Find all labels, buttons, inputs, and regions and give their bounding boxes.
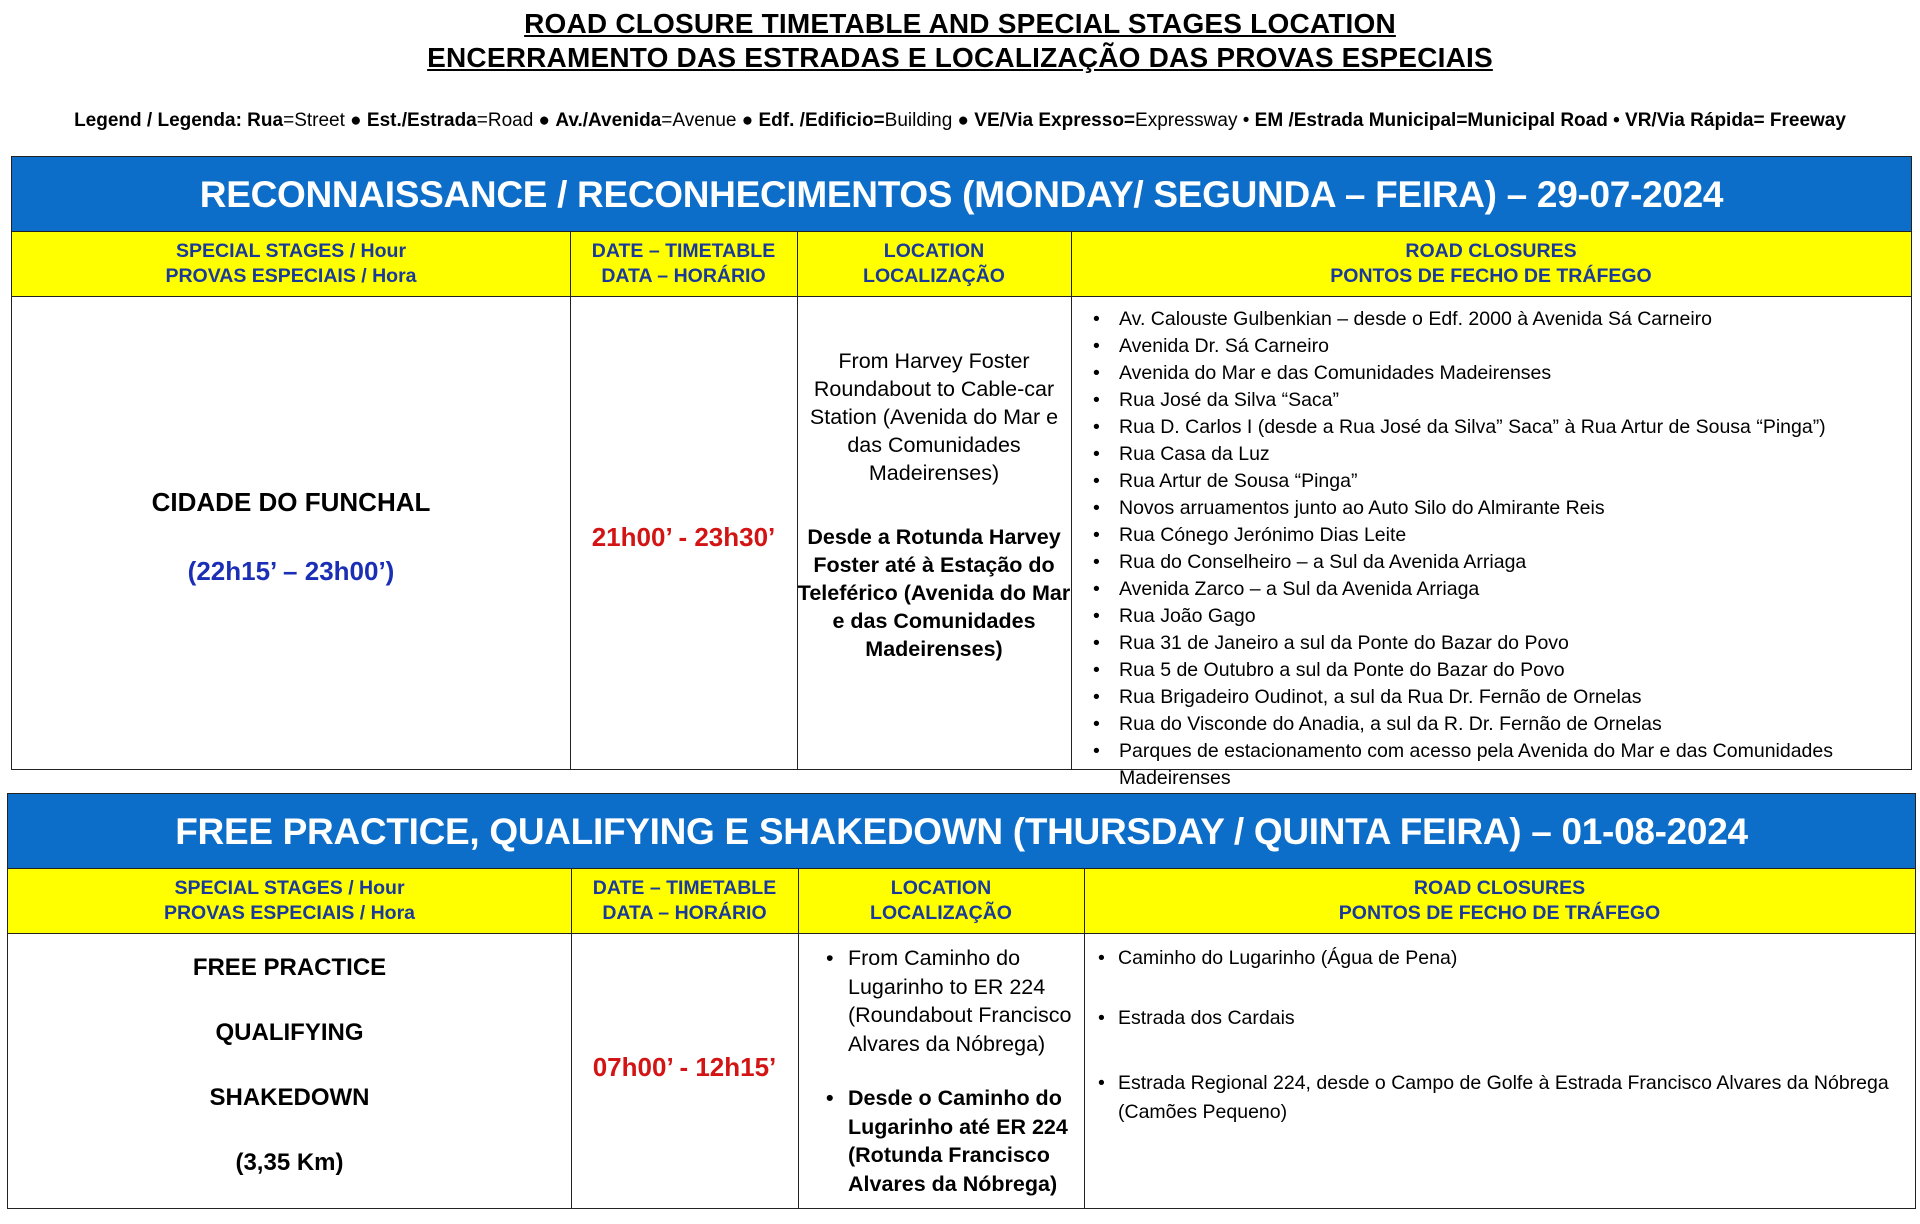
title-english: ROAD CLOSURE TIMETABLE AND SPECIAL STAGES LOCATION (524, 8, 1396, 39)
list-item: • Estrada Regional 224, desde o Campo de Golfe à Estrada Francisco Alvares da Nóbrega (Camões Pequeno) (1096, 1069, 1911, 1127)
header-location: LOCATION LOCALIZAÇÃO (870, 877, 1012, 924)
list-item: • Rua Cónego Jerónimo Dias Leite (1119, 522, 1911, 549)
location-portuguese: Desde a Rotunda Harvey Foster até à Estação do Teleférico (Avenida do Mar e das Comunidades Madeirenses) (797, 525, 1071, 661)
header-stages: SPECIAL STAGES / Hour PROVAS ESPECIAIS / Hora (163, 877, 416, 924)
location-list (826, 944, 1076, 1198)
location-cell (826, 944, 1076, 1206)
stage-cell (12, 297, 570, 767)
list-item: • Estrada dos Cardais (1096, 1004, 1911, 1033)
closures-list (1096, 944, 1911, 1127)
header-date: DATE – TIMETABLE DATA – HORÁRIO (591, 240, 776, 287)
location-english: From Harvey Foster Roundabout to Cable-car Station (Avenida do Mar e das Comunidades Madeirenses) (809, 349, 1059, 485)
column-header-row (12, 232, 1911, 297)
location-portuguese: • Desde o Caminho do Lugarinho até ER 224 (Rotunda Francisco Alvares da Nóbrega) (826, 1084, 1076, 1198)
list-item: • Parques de estacionamento com acesso pela Avenida do Mar e das Comunidades Madeirenses (1119, 738, 1911, 792)
list-item: • Rua D. Carlos I (desde a Rua José da Silva” Saca” à Rua Artur de Sousa “Pinga”) (1119, 414, 1911, 441)
section-band: FREE PRACTICE, QUALIFYING E SHAKEDOWN (THURSDAY / QUINTA FEIRA) – 01-08-2024 (8, 794, 1915, 869)
list-item: • Rua José da Silva “Saca” (1119, 387, 1911, 414)
list-item: • Rua Casa da Luz (1119, 441, 1911, 468)
list-item: • Avenida Zarco – a Sul da Avenida Arriaga (1119, 576, 1911, 603)
stage-qualifying: QUALIFYING (215, 1019, 364, 1046)
stage-distance: (3,35 Km) (235, 1149, 344, 1176)
closures-cell (1071, 306, 1911, 789)
closures-cell (1096, 944, 1911, 1206)
list-item: • Caminho do Lugarinho (Água de Pena) (1096, 944, 1911, 973)
stage-shakedown: SHAKEDOWN (209, 1084, 370, 1111)
location-cell (797, 297, 1071, 767)
list-item: • Rua do Conselheiro – a Sul da Avenida Arriaga (1119, 549, 1911, 576)
list-item: • Rua Brigadeiro Oudinot, a sul da Rua Dr. Fernão de Ornelas (1119, 684, 1911, 711)
header-date: DATE – TIMETABLE DATA – HORÁRIO (592, 877, 777, 924)
list-item: • Rua 5 de Outubro a sul da Ponte do Bazar do Povo (1119, 657, 1911, 684)
closures-list (1071, 306, 1911, 792)
stage-name: CIDADE DO FUNCHAL (151, 487, 431, 517)
list-item: • Rua 31 de Janeiro a sul da Ponte do Bazar do Povo (1119, 630, 1911, 657)
stage-cell (8, 934, 571, 1206)
reconnaissance-section (11, 156, 1912, 789)
timetable: 21h00’ - 23h30’ (591, 522, 776, 552)
list-item: • Rua João Gago (1119, 603, 1911, 630)
title-portuguese: ENCERRAMENTO DAS ESTRADAS E LOCALIZAÇÃO DAS PROVAS ESPECIAIS (427, 42, 1493, 73)
list-item: • Av. Calouste Gulbenkian – desde o Edf. 2000 à Avenida Sá Carneiro (1119, 306, 1911, 333)
free-practice-section (7, 793, 1916, 1209)
legend: Legend / Legenda: Rua=Street ● Est./Estrada=Road ● Av./Avenida=Avenue ● Edf. /Edificio=Building ● VE/Via Expresso=Expressway • EM /Estrada Municipal=Municipal Road • VR/Via Rápida= Freeway (74, 110, 1846, 131)
list-item: • Rua do Visconde do Anadia, a sul da R. Dr. Fernão de Ornelas (1119, 711, 1911, 738)
list-item: • Novos arruamentos junto ao Auto Silo do Almirante Reis (1119, 495, 1911, 522)
stage-hour: (22h15’ – 23h00’) (187, 556, 395, 586)
header-stages: SPECIAL STAGES / Hour PROVAS ESPECIAIS / Hora (165, 240, 417, 287)
column-header-row (8, 869, 1915, 934)
timetable-cell (570, 297, 797, 767)
header-location: LOCATION LOCALIZAÇÃO (863, 240, 1005, 287)
list-item: • Avenida do Mar e das Comunidades Madeirenses (1119, 360, 1911, 387)
header-closures: ROAD CLOSURES PONTOS DE FECHO DE TRÁFEGO (1338, 877, 1661, 924)
timetable: 07h00’ - 12h15’ (592, 1052, 777, 1082)
list-item: • Avenida Dr. Sá Carneiro (1119, 333, 1911, 360)
timetable-cell (571, 934, 798, 1206)
header-closures: ROAD CLOSURES PONTOS DE FECHO DE TRÁFEGO (1330, 240, 1652, 287)
location-english: • From Caminho do Lugarinho to ER 224 (Roundabout Francisco Alvares da Nóbrega) (826, 944, 1076, 1058)
list-item: • Rua Artur de Sousa “Pinga” (1119, 468, 1911, 495)
stage-free-practice: FREE PRACTICE (192, 954, 387, 981)
section-band: RECONNAISSANCE / RECONHECIMENTOS (MONDAY/ SEGUNDA – FEIRA) – 29-07-2024 (12, 157, 1911, 232)
